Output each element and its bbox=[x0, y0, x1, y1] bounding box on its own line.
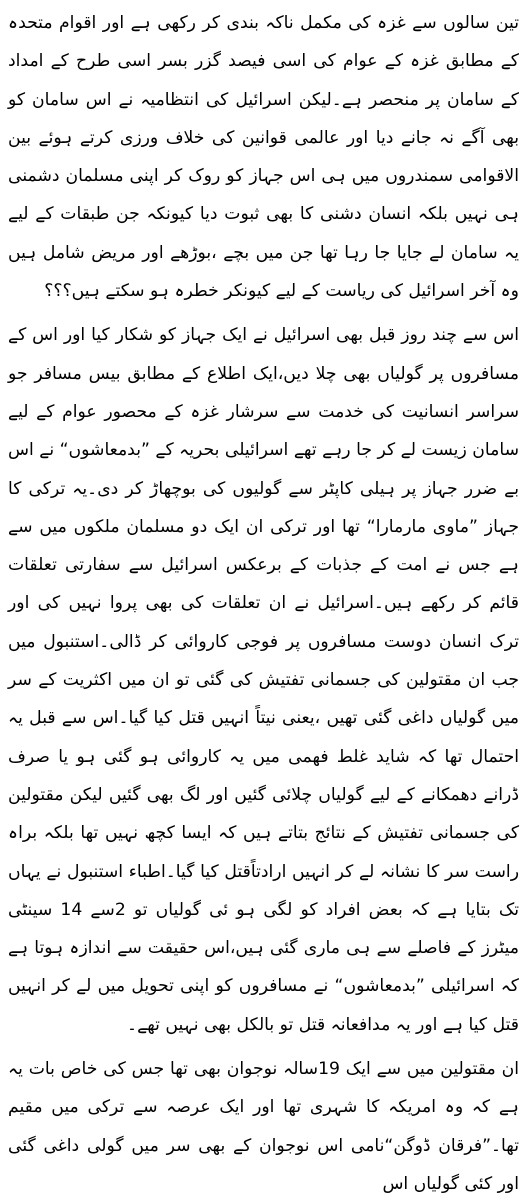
paragraph-young-victim: ان مقتولین میں سے ایک 19سالہ نوجوان بھی تھا جس کی خاص بات یہ ہے کہ وہ امریکہ کا شہری تھا اور ایک عرصہ سے ترکی میں مقیم تھا۔”فرقان ڈوگن“نامی اس نوجوان کے بھی سر میں گولی داغی گئی اور کئی گولیاں اس bbox=[8, 1059, 519, 1194]
paragraph-ship-attack: اس سے چند روز قبل بھی اسرائیل نے ایک جہاز کو شکار کیا اور اس کے مسافروں پر گولیاں بھی چلا دیں،ایک اطلاع کے مطابق بیس مسافر جو سراسر انسانیت کی خدمت سے سرشار غزہ کے محصور عوام کے لیے سامان زیست لے کر جا رہے تھے اسرائیلی بحریہ کے ”بدمعاشوں“ نے اس بے ضرر جہاز پر ہیلی کاپٹر سے گولیوں کی بوچھاڑ کر دی۔یہ ترکی کا جہاز ”ماوی مارمارا“ تھا اور ترکی ان ایک دو مسلمان ملکوں میں سے ہے جس نے امت کے جذبات کے برعکس اسرائیل سے سفارتی تعلقات قائم کر رکھے ہیں۔اسرائیل نے ان تعلقات کی بھی پروا نہیں کی اور ترک انسان دوست مسافروں پر فوجی کاروائی کر ڈالی۔استنبول میں جب ان مقتولین کی جسمانی تفتیش کی گئی تو ان میں اکثریت کے سر میں گولیاں داغی گئی تھیں ،یعنی نیتاً انہیں قتل کیا گیا۔اس سے قبل یہ احتمال تھا کہ شاید غلط فھمی میں یہ کاروائی ہو گئی ہو یا صرف ڈرانے دھمکانے کے لیے گولیاں چلائی گئیں اور لگ بھی گئیں لیکن مقتولین کی جسمانی تفتیش کے نتائج بتاتے ہیں کہ ایسا کچھ نہیں تھا بلکہ براہ راست سر کا نشانہ لے کر انہیں ارادتاًقتل کیا گیا۔اطباء استنبول نے یہاں تک بتایا ہے کہ بعض افراد کو لگی ہو ئی گولیاں تو 2سے 14 سینٹی میٹرز کے فاصلے سے ہی ماری گئی ہیں،اس حقیقت سے اندازہ ہوتا ہے کہ اسرائیلی ”بدمعاشوں“ نے مسافروں کو اپنی تحویل میں لے کر انہیں قتل کیا ہے اور یہ مدافعانہ قتل تو بالکل بھی نہیں تھے۔ bbox=[8, 325, 519, 1035]
paragraph-blockade: تین سالوں سے غزہ کی مکمل ناکہ بندی کر رکھی ہے اور اقوام متحدہ کے مطابق غزہ کے عوام کی اسی فیصد گزر بسر اسی طرح کے امداد کے سامان پر منحصر ہے۔لیکن اسرائیل کی انتظامیہ نے اس سامان کو بھی آگے نہ جانے دیا اور عالمی قوانین کی خلاف ورزی کرتے ہوئے بین الاقوامی سمندروں میں ہی اس جہاز کو روک کر اپنی مسلمان دشمنی ہی نہیں بلکہ انسان دشنی کا بھی ثبوت دیا کیونکہ جن طبقات کے لیے یہ سامان لے جایا جا رہا تھا جن میں بچے ،بوڑھے اور مریض شامل ہیں وہ آخر اسرائیل کی ریاست کے لیے کیونکر خطرہ ہو سکتے ہیں؟؟؟ bbox=[8, 13, 519, 302]
